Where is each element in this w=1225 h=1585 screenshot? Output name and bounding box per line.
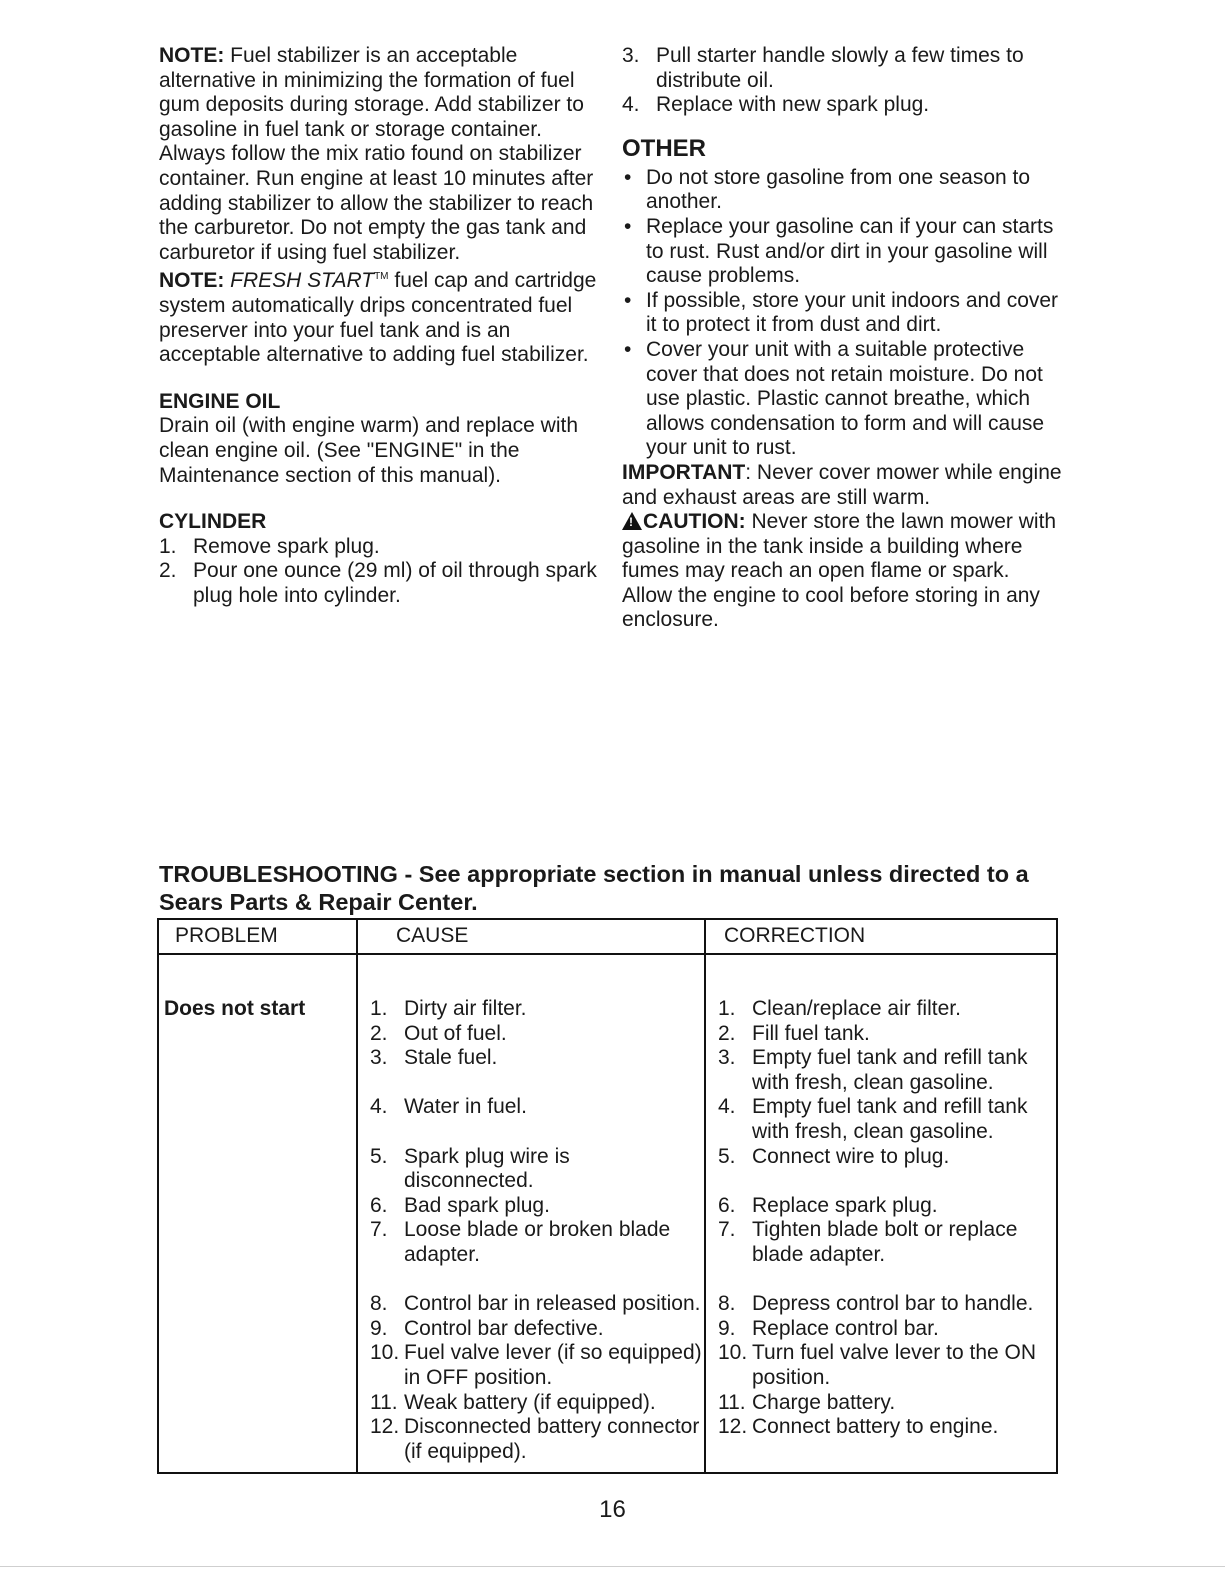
item-text: Charge battery. xyxy=(752,1390,896,1414)
important-label: IMPORTANT xyxy=(622,460,746,484)
header-cell-correction xyxy=(706,920,1056,953)
item-number: 5. xyxy=(370,1144,388,1168)
troubleshooting-title: TROUBLESHOOTING - See appropriate section in manual unless directed to a Sears Parts & Repair Center. xyxy=(159,861,1029,915)
list-item xyxy=(370,1145,704,1194)
list-item xyxy=(370,1218,704,1267)
step-number: 4. xyxy=(622,93,640,117)
right-column xyxy=(622,44,1062,633)
trademark-symbol: TM xyxy=(374,271,389,283)
item-text: Clean/replace air filter. xyxy=(752,997,961,1020)
item-number: 7. xyxy=(718,1218,736,1242)
fuel-stabilizer-note xyxy=(159,44,599,265)
bullet-icon: • xyxy=(624,337,632,361)
causes-list xyxy=(370,997,704,1464)
list-item xyxy=(622,93,1062,118)
item-text: Empty fuel tank and refill tank with fresh, clean gasoline. xyxy=(752,1095,1028,1143)
engine-oil-heading: ENGINE OIL xyxy=(159,389,281,413)
bullet-icon: • xyxy=(624,165,632,189)
list-item xyxy=(370,1341,704,1390)
step-number: 1. xyxy=(159,534,177,558)
item-number: 7. xyxy=(370,1218,388,1242)
item-text: Fuel valve lever (if so equipped) in OFF position. xyxy=(404,1341,702,1389)
list-item xyxy=(159,535,599,560)
list-item xyxy=(370,1415,704,1464)
item-text: Connect wire to plug. xyxy=(752,1144,950,1168)
step-text: Pull starter handle slowly a few times to distribute oil. xyxy=(656,44,1024,92)
item-text: Empty fuel tank and refill tank with fresh, clean gasoline. xyxy=(752,1046,1028,1094)
item-number: 5. xyxy=(718,1144,736,1168)
list-item xyxy=(718,1218,1056,1267)
item-number: 12. xyxy=(370,1415,400,1439)
item-number: 11. xyxy=(370,1390,398,1414)
item-text: Stale fuel. xyxy=(404,1046,498,1070)
other-heading: OTHER xyxy=(622,134,706,162)
bullet-text: If possible, store your unit indoors and cover it to protect it from dust and dirt. xyxy=(646,288,1059,337)
item-text: Spark plug wire is disconnected. xyxy=(404,1144,570,1193)
item-number: 10. xyxy=(718,1341,748,1365)
list-item xyxy=(370,1391,704,1416)
list-item xyxy=(718,1292,1056,1317)
fresh-start-note xyxy=(159,265,599,367)
list-item xyxy=(718,1341,1056,1390)
item-number: 9. xyxy=(370,1316,388,1340)
cause-cell xyxy=(358,955,706,1474)
fresh-start-brand: FRESH START xyxy=(230,269,375,293)
list-item xyxy=(718,1415,1056,1440)
list-item xyxy=(622,338,1062,461)
list-item xyxy=(370,1022,704,1047)
item-number: 4. xyxy=(718,1095,736,1119)
table-row xyxy=(159,955,1056,1474)
item-text: Disconnected battery connector (if equipped). xyxy=(404,1415,700,1463)
item-number: 4. xyxy=(370,1095,388,1119)
item-text: Connect battery to engine. xyxy=(752,1415,999,1439)
note-text: Fuel stabilizer is an acceptable alternative in minimizing the formation of fuel gum deposits during storage. Add stabilizer to gasoline in fuel tank or storage container. Always follow the mix ratio found on stabilizer container. Run engine at least 10 minutes after adding stabilizer to allow the stabilizer to reach the carburetor. Do not empty the gas tank and carburetor if using fuel stabilizer. xyxy=(159,44,594,264)
note-text: fuel cap and cartridge system automatically drips concentrated fuel preserver into your fuel tank and is an acceptable alternative to adding fuel stabilizer. xyxy=(159,269,597,367)
list-item xyxy=(370,1317,704,1342)
item-number: 1. xyxy=(718,997,736,1020)
item-number: 11. xyxy=(718,1390,746,1414)
item-number: 3. xyxy=(370,1046,388,1070)
list-item xyxy=(370,1095,704,1120)
list-item xyxy=(718,1317,1056,1342)
item-text: Control bar defective. xyxy=(404,1316,604,1340)
header-label: CORRECTION xyxy=(724,924,866,947)
list-item xyxy=(718,1022,1056,1047)
caution-label: CAUTION: xyxy=(643,510,746,534)
step-text: Remove spark plug. xyxy=(193,534,380,558)
other-bullets-list xyxy=(622,166,1062,461)
bullet-icon: • xyxy=(624,288,632,312)
left-column xyxy=(159,44,599,608)
list-item xyxy=(370,997,704,1022)
header-label: CAUSE xyxy=(396,924,469,947)
page-number: 16 xyxy=(599,1496,626,1523)
item-text: Dirty air filter. xyxy=(404,997,527,1020)
header-label: PROBLEM xyxy=(175,924,278,947)
list-item xyxy=(622,215,1062,289)
step-number: 2. xyxy=(159,559,177,583)
item-text: Water in fuel. xyxy=(404,1095,527,1119)
header-cell-cause xyxy=(358,920,706,953)
item-number: 8. xyxy=(370,1292,388,1316)
cylinder-steps-list xyxy=(159,535,599,609)
item-number: 12. xyxy=(718,1415,748,1439)
bottom-divider xyxy=(0,1566,1225,1567)
caution-note xyxy=(622,510,1062,633)
item-text: Weak battery (if equipped). xyxy=(404,1390,656,1414)
list-item xyxy=(622,166,1062,215)
item-text: Control bar in released position. xyxy=(404,1292,701,1316)
problem-cell: Does not start xyxy=(159,955,358,1474)
note-label: NOTE: xyxy=(159,44,225,67)
engine-oil-text: Drain oil (with engine warm) and replace with clean engine oil. (See "ENGINE" in the Maintenance section of this manual). xyxy=(159,414,579,487)
item-number: 2. xyxy=(718,1021,736,1045)
item-text: Replace control bar. xyxy=(752,1316,939,1340)
list-item xyxy=(370,1194,704,1219)
list-item xyxy=(370,1046,704,1071)
list-item xyxy=(718,997,1056,1022)
item-text: Depress control bar to handle. xyxy=(752,1292,1034,1316)
caution-text: Never store the lawn mower with gasoline in the tank inside a building where fumes may reach an open flame or spark. Allow the engine to cool before storing in any enclosure. xyxy=(622,510,1057,632)
list-item xyxy=(622,289,1062,338)
note-label: NOTE: xyxy=(159,269,225,293)
corrections-list xyxy=(718,997,1056,1440)
item-number: 8. xyxy=(718,1292,736,1316)
list-item xyxy=(718,1145,1056,1170)
cylinder-steps-continued xyxy=(622,44,1062,118)
list-item xyxy=(718,1095,1056,1144)
list-item xyxy=(159,559,599,608)
bullet-text: Replace your gasoline can if your can starts to rust. Rust and/or dirt in your gasoline will cause problems. xyxy=(646,214,1054,288)
item-number: 9. xyxy=(718,1316,736,1340)
item-text: Replace spark plug. xyxy=(752,1193,938,1217)
item-number: 1. xyxy=(370,997,388,1020)
list-item xyxy=(718,1391,1056,1416)
item-number: 6. xyxy=(718,1193,736,1217)
cylinder-heading: CYLINDER xyxy=(159,510,267,534)
important-note xyxy=(622,461,1062,510)
item-text: Loose blade or broken blade adapter. xyxy=(404,1218,671,1266)
item-text: Out of fuel. xyxy=(404,1021,507,1045)
step-text: Pour one ounce (29 ml) of oil through spark plug hole into cylinder. xyxy=(193,559,597,607)
step-number: 3. xyxy=(622,44,640,67)
list-item xyxy=(718,1046,1056,1095)
list-item xyxy=(622,44,1062,93)
bullet-icon: • xyxy=(624,214,632,238)
table-header-row xyxy=(159,920,1056,955)
item-text: Tighten blade bolt or replace blade adapter. xyxy=(752,1218,1018,1266)
header-cell-problem xyxy=(159,920,358,953)
bullet-text: Do not store gasoline from one season to another. xyxy=(646,165,1031,214)
item-number: 10. xyxy=(370,1341,400,1365)
bullet-text: Cover your unit with a suitable protective cover that does not retain moisture. Do not use plastic. Plastic cannot breathe, which allows condensation to form and will cause your unit to rust. xyxy=(646,337,1045,460)
item-text: Fill fuel tank. xyxy=(752,1021,870,1045)
item-number: 2. xyxy=(370,1021,388,1045)
item-text: Turn fuel valve lever to the ON position. xyxy=(752,1341,1037,1389)
list-item xyxy=(370,1292,704,1317)
warning-triangle-icon xyxy=(622,512,642,530)
step-text: Replace with new spark plug. xyxy=(656,93,930,117)
item-text: Bad spark plug. xyxy=(404,1193,550,1217)
list-item xyxy=(718,1194,1056,1219)
troubleshooting-table xyxy=(157,918,1058,1474)
important-text: : Never cover mower while engine and exhaust areas are still warm. xyxy=(622,460,1062,509)
item-number: 6. xyxy=(370,1193,388,1217)
item-number: 3. xyxy=(718,1046,736,1070)
correction-cell xyxy=(706,955,1056,1474)
